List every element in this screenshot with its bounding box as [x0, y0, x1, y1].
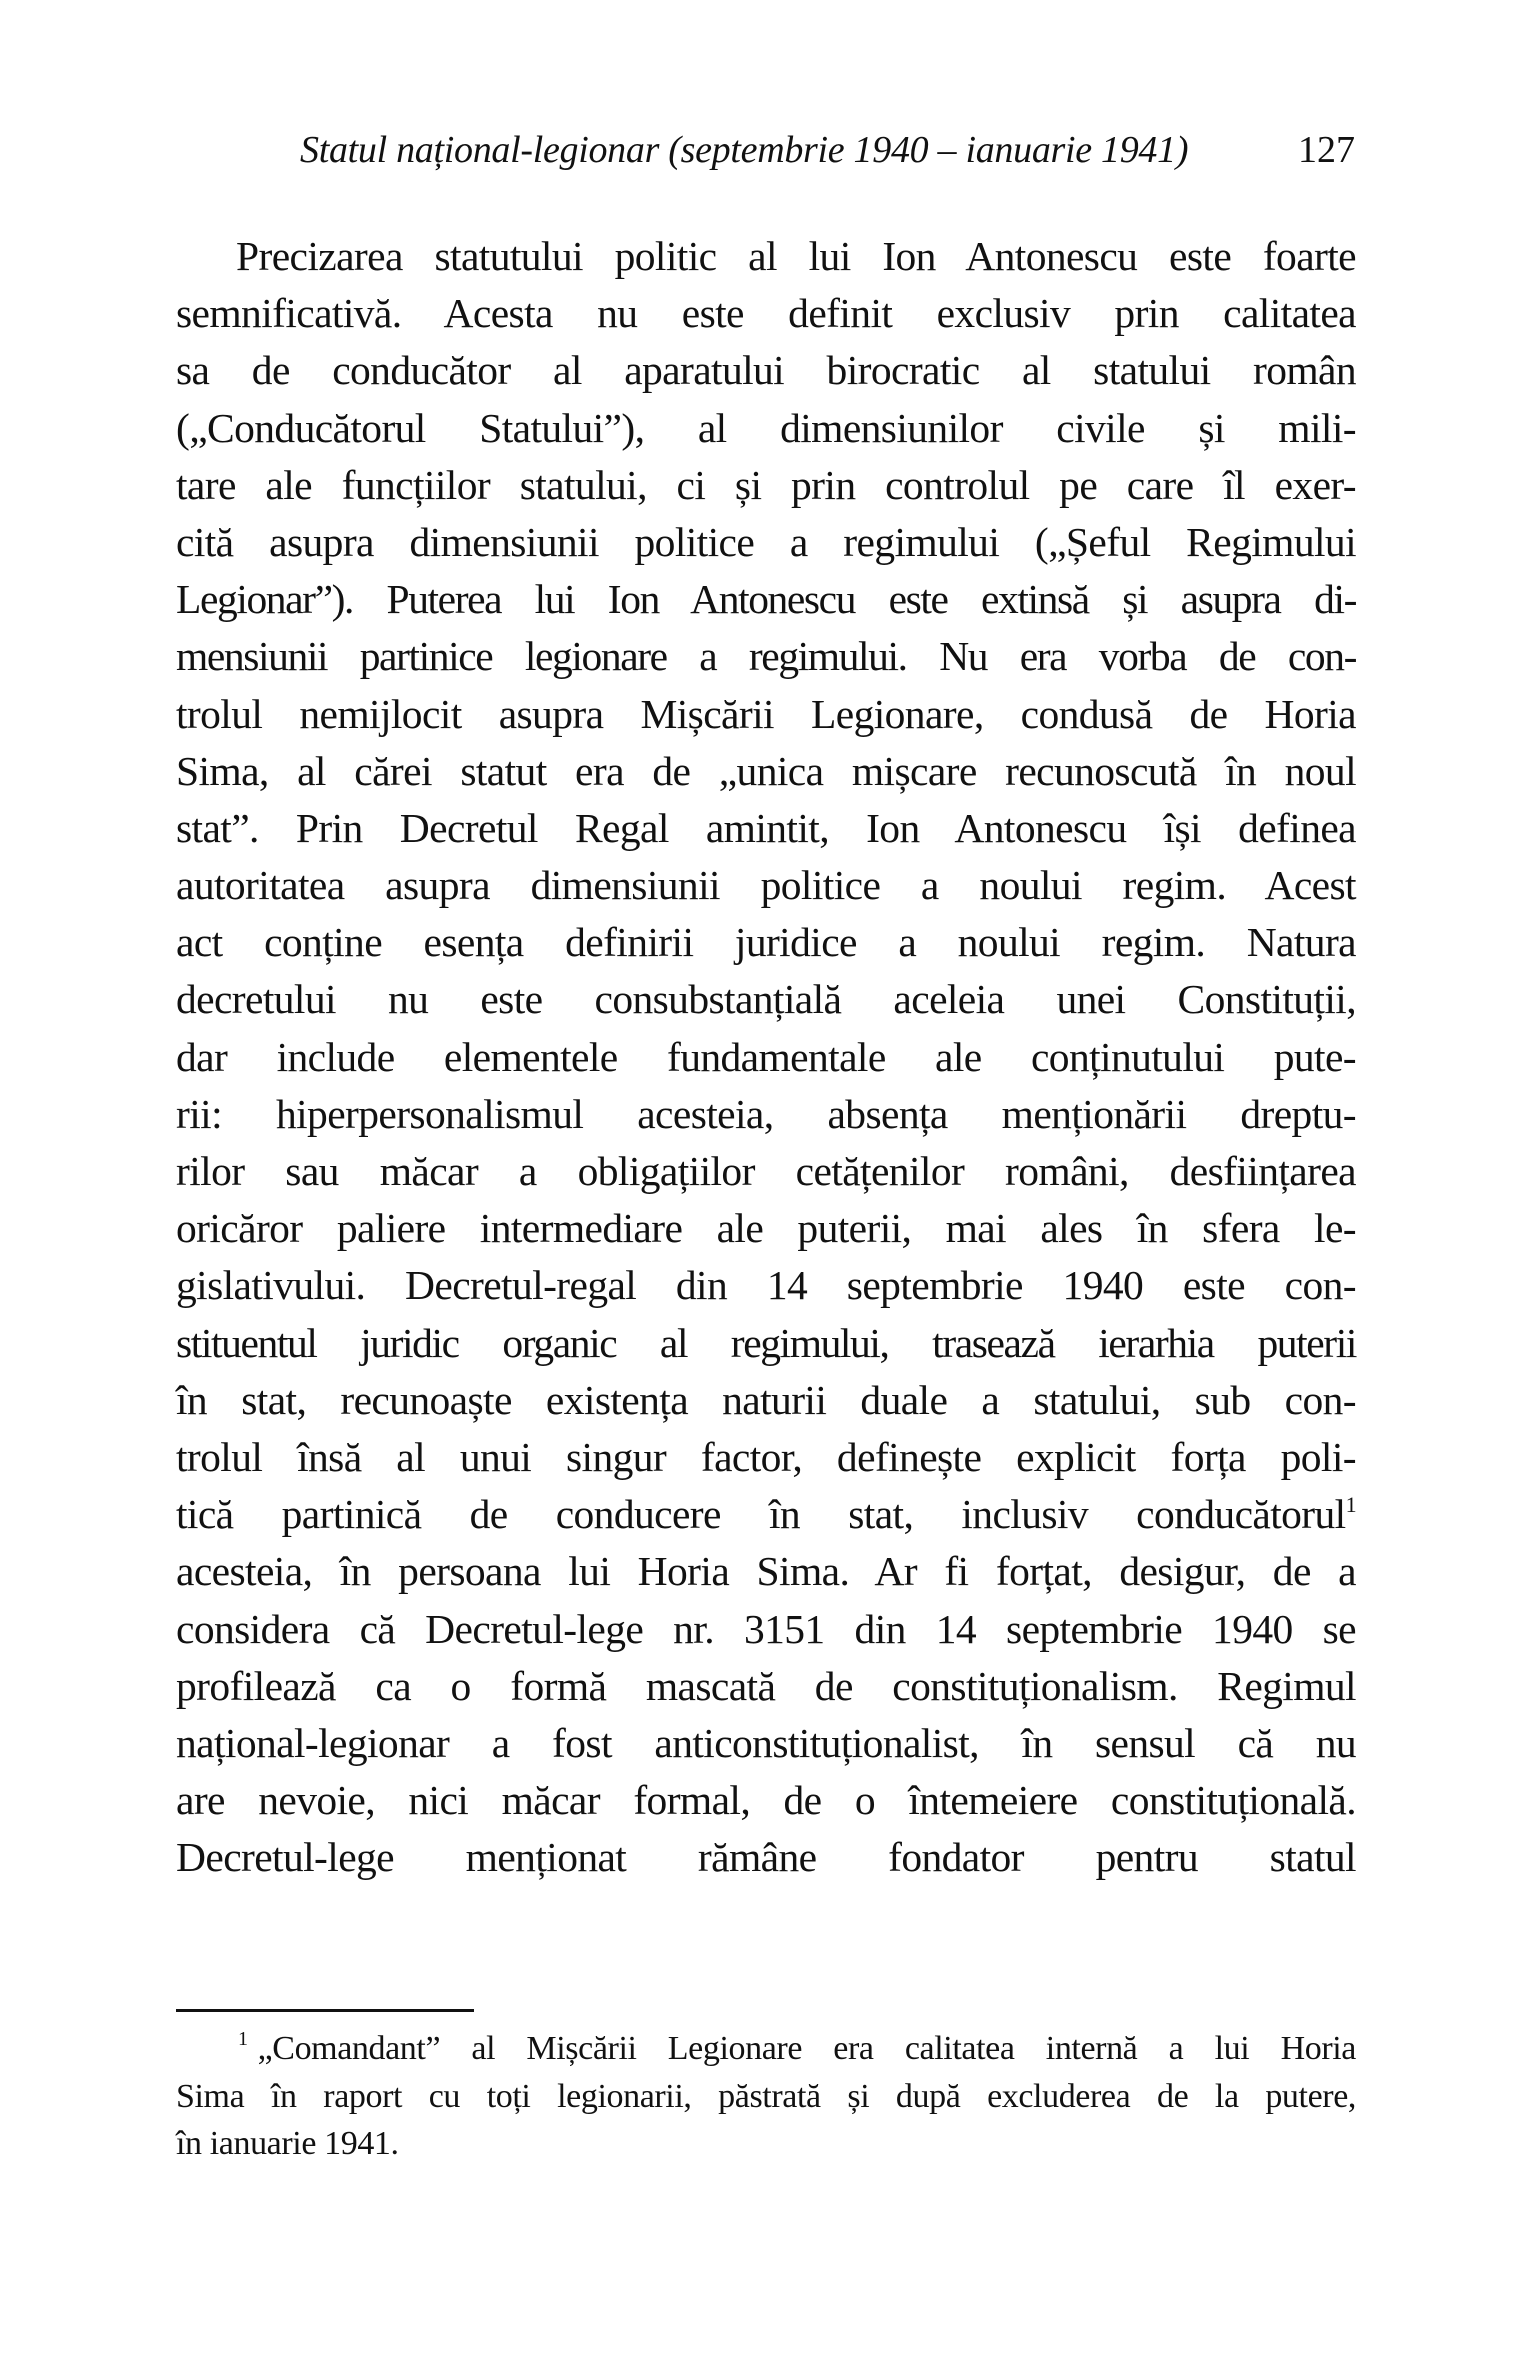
text-line-content: tică partinică de conducere în stat, inclusiv conducătorul: [176, 1491, 1346, 1538]
text-line: trolul însă al unui singur factor, definește explicit forța poli-: [176, 1433, 1356, 1480]
text-line: rilor sau măcar a obligațiilor cetățenilor români, desființarea: [176, 1148, 1356, 1194]
text-line: stituentul juridic organic al regimului, trasează ierarhia puterii: [176, 1319, 1356, 1366]
text-line: tare ale funcțiilor statului, ci și prin controlul pe care îl exer-: [176, 461, 1356, 508]
running-header: [300, 128, 1355, 178]
footnote: [176, 2025, 1356, 2168]
text-line: are nevoie, nici măcar formal, de o întemeiere constituțională.: [176, 1777, 1356, 1824]
text-line: trolul nemijlocit asupra Mișcării Legionare, condusă de Horia: [176, 690, 1356, 737]
text-line: dar include elementele fundamentale ale conținutului pute-: [176, 1033, 1356, 1080]
text-line: Legionar”). Puterea lui Ion Antonescu este extinsă și asupra di-: [176, 576, 1356, 623]
text-line: acesteia, în persoana lui Horia Sima. Ar fi forțat, desigur, de a: [176, 1548, 1356, 1595]
text-line: Decretul-lege menționat rămâne fondator pentru statul: [176, 1834, 1356, 1881]
text-line: în stat, recunoaște existența naturii duale a statului, sub con-: [176, 1376, 1356, 1423]
text-line: național-legionar a fost anticonstituționalist, în sensul că nu: [176, 1719, 1356, 1766]
text-line: considera că Decretul-lege nr. 3151 din 14 septembrie 1940 se: [176, 1605, 1356, 1652]
text-line: decretului nu este consubstanțială aceleia unei Constituții,: [176, 976, 1356, 1023]
text-line: mensiunii partinice legionare a regimului. Nu era vorba de con-: [176, 633, 1356, 680]
text-line: sa de conducător al aparatului birocratic al statului român: [176, 347, 1356, 394]
text-line: Precizarea statutului politic al lui Ion Antonescu este foarte: [236, 233, 1356, 279]
text-line: rii: hiperpersonalismul acesteia, absența menționării dreptu-: [176, 1090, 1356, 1137]
page-number: 127: [1298, 129, 1355, 171]
text-line: gislativului. Decretul-regal din 14 septembrie 1940 este con-: [176, 1262, 1356, 1309]
body-paragraph: [176, 228, 1356, 1886]
footnote-line: Sima în raport cu toți legionarii, păstrată și după excluderea de la putere,: [176, 2077, 1356, 2115]
text-line: autoritatea asupra dimensiunii politice a noului regim. Acest: [176, 862, 1356, 909]
text-line-with-footnote-ref: [176, 1486, 1356, 1543]
text-line: Sima, al cărei statut era de „unica mișcare recunoscută în noul: [176, 747, 1356, 794]
footnote-text: „Comandant” al Mișcării Legionare era calitatea internă a lui Horia: [257, 2030, 1356, 2067]
footnote-separator: [176, 2009, 474, 2012]
running-title: Statul național-legionar (septembrie 1940 – ianuarie 1941): [300, 129, 1189, 171]
text-line: oricăror paliere intermediare ale puterii, mai ales în sfera le-: [176, 1205, 1356, 1252]
text-line: act conține esența definirii juridice a noului regim. Natura: [176, 919, 1356, 966]
text-line: cită asupra dimensiunii politice a regimului („Șeful Regimului: [176, 518, 1356, 565]
footnote-reference[interactable]: 1: [1345, 1492, 1356, 1518]
footnote-line: [176, 2025, 1356, 2073]
footnote-line: în ianuarie 1941.: [176, 2125, 399, 2162]
text-line: („Conducătorul Statului”), al dimensiunilor civile și mili-: [176, 404, 1356, 451]
text-line: profilează ca o formă mascată de constituționalism. Regimul: [176, 1662, 1356, 1709]
text-line: stat”. Prin Decretul Regal amintit, Ion Antonescu își definea: [176, 804, 1356, 851]
footnote-number: 1: [238, 2028, 248, 2050]
text-line: semnificativă. Acesta nu este definit exclusiv prin calitatea: [176, 290, 1356, 337]
